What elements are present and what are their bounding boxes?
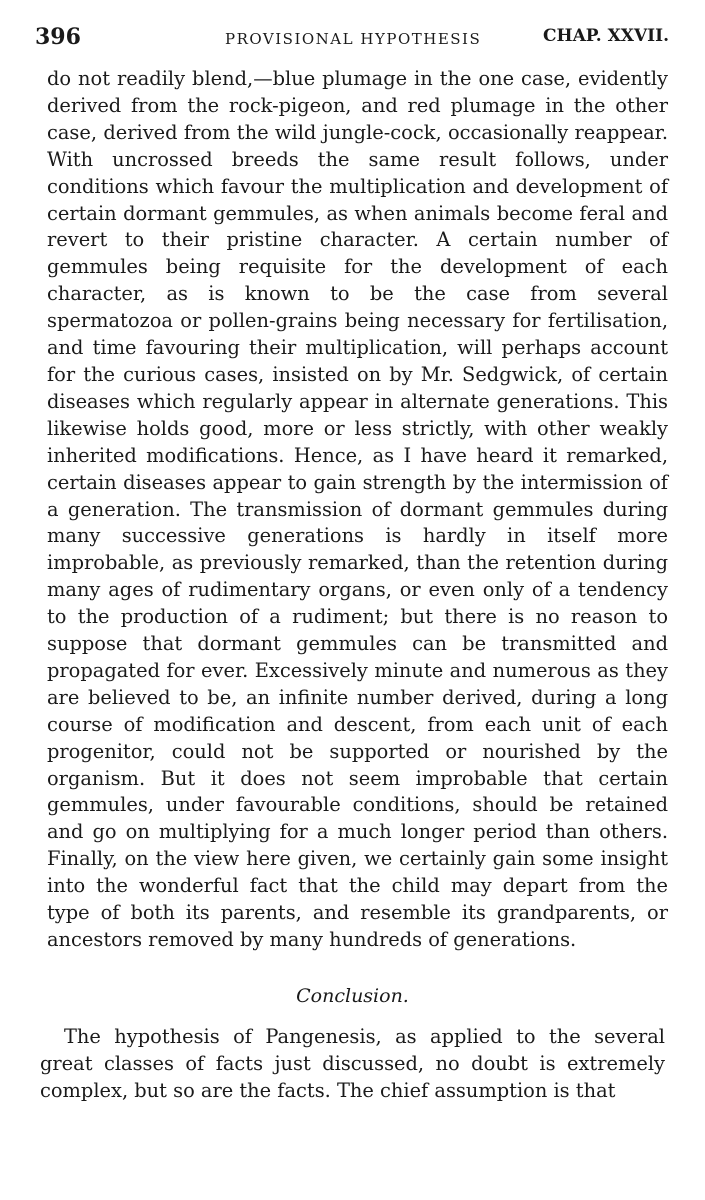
page-number: 396 <box>35 24 81 50</box>
conclusion-paragraph: The hypothesis of Pangenesis, as applied to the several great classes of facts just discussed, no doubt is extremely complex, but so are the facts. The chief assumption is that <box>40 1025 665 1103</box>
page-header <box>35 24 669 56</box>
section-heading: Conclusion. <box>296 985 409 1007</box>
body-paragraph: do not readily blend,—blue plumage in the one case, evidently derived from the rock-pigeon, and red plumage in the other case, derived from the wild jungle-cock, occasionally reappear. With uncrossed breeds the same result follows, under conditions which favour the multiplication and development of certain dormant gemmules, as when animals become feral and revert to their pristine character. A certain number of gemmules being requisite for the development of each character, as is known to be the case from several spermatozoa or pollen-grains being necessary for fertilisation, and time favouring their multiplication, will perhaps account for the curious cases, insisted on by Mr. Sedgwick, of certain diseases which regularly appear in alternate generations. This likewise holds good, more or less strictly, with other weakly inherited modifications. Hence, as I have heard it remarked, certain diseases appear to gain strength by the intermission of a generation. The transmission of dormant gemmules during many successive generations is hardly in itself more improbable, as previously remarked, than the retention during many ages of rudimentary organs, or even only of a tendency to the production of a rudiment; but there is no reason to suppose that dormant gemmules can be transmitted and propagated for ever. Excessively minute and numerous as they are believed to be, an infinite number derived, during a long course of modification and descent, from each unit of each progenitor, could not be supported or nourished by the organism. But it does not seem improbable that certain gemmules, under favourable conditions, should be retained and go on multiplying for a much longer period than others. Finally, on the view here given, we certainly gain some insight into the wonderful fact that the child may depart from the type of both its parents, and resemble its grandparents, or ancestors removed by many hundreds of generations. <box>47 67 668 951</box>
running-title: PROVISIONAL HYPOTHESIS <box>225 30 482 48</box>
chapter-label: CHAP. XXVII. <box>543 26 669 46</box>
